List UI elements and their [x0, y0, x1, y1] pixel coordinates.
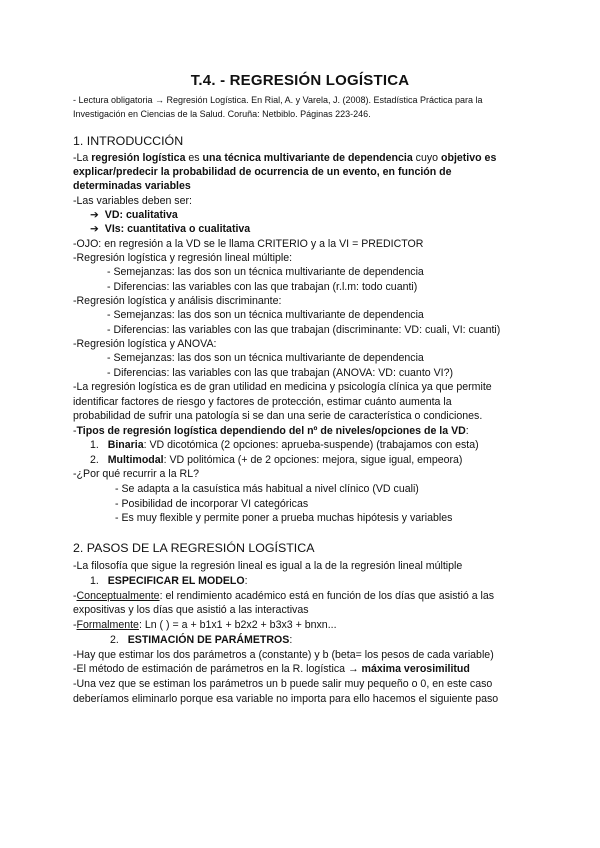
estimation-line-1: -Hay que estimar los dos parámetros a (constante) y b (beta= los pesos de cada variable)	[73, 649, 494, 661]
definition-line-2: explicar/predecir la probabilidad de ocurrencia de un evento, en función de	[73, 166, 452, 178]
ad-diferencias: - Diferencias: las variables con las que trabajan (discriminante: VD: cuali, VI: cuanti)	[107, 324, 501, 336]
section-2-heading: 2. PASOS DE LA REGRESIÓN LOGÍSTICA	[73, 541, 315, 555]
ad-title: -Regresión logística y análisis discriminante:	[73, 295, 282, 307]
reading-reference: - Lectura obligatoria → Regresión Logística. En Rial, A. y Varela, J. (2008). Estadística Práctica para la Investigación en Ciencias de la Salud. Coruña: Netbiblo. Páginas 223-246.	[73, 95, 483, 119]
ojo-note: -OJO: en regresión a la VD se le llama CRITERIO y a la VI = PREDICTOR	[73, 238, 424, 250]
anova-diferencias: - Diferencias: las variables con las que trabajan (ANOVA: VD: cuanto VI?)	[107, 367, 454, 379]
arrow-icon: ➔	[90, 223, 99, 235]
estimation-line-2: -El método de estimación de parámetros en la R. logística → máxima verosimilitud	[73, 663, 470, 675]
conceptual-line-1: -Conceptualmente: el rendimiento académico está en función de los días que asistió a las	[73, 590, 495, 602]
why-reason-3: - Es muy flexible y permite poner a prueba muchas hipótesis y variables	[115, 512, 453, 524]
why-reason-1: - Se adapta a la casuística más habitual a nivel clínico (VD cuali)	[115, 483, 419, 495]
section-1-heading: 1. INTRODUCCIÓN	[73, 134, 184, 148]
utility-line-2: identificar factores de riesgo y factores de protección, estimar cuánto aumenta la	[73, 396, 452, 408]
rlm-semejanzas: - Semejanzas: las dos son un técnica multivariante de dependencia	[107, 266, 424, 278]
estimation-line-4: deberíamos eliminarlo porque esa variable no importa para ello hacemos el siguiente paso	[73, 693, 499, 705]
definition-line-1: -La regresión logística es una técnica multivariante de dependencia cuyo objetivo es	[73, 152, 497, 164]
formal-line: -Formalmente: Ln ( ) = a + b1x1 + b2x2 + b3x3 + bnxn...	[73, 619, 337, 631]
step-1-heading: 1. ESPECIFICAR EL MODELO:	[90, 575, 248, 587]
rlm-title: -Regresión logística y regresión lineal múltiple:	[73, 252, 293, 264]
anova-semejanzas: - Semejanzas: las dos son un técnica multivariante de dependencia	[107, 352, 424, 364]
definition-line-3: determinadas variables	[73, 180, 191, 192]
rlm-diferencias: - Diferencias: las variables con las que trabajan (r.l.m: todo cuanti)	[107, 281, 418, 293]
bullet-vd: ➔ VD: cualitativa	[90, 209, 178, 221]
type-binaria: 1. Binaria: VD dicotómica (2 opciones: aprueba-suspende) (trabajamos con esta)	[90, 439, 479, 451]
why-reason-2: - Posibilidad de incorporar VI categóricas	[115, 498, 309, 510]
conceptual-line-2: expositivas y los días que asistió a las interactivas	[73, 604, 309, 616]
utility-line-1: -La regresión logística es de gran utilidad en medicina y psicología clínica ya que permite	[73, 381, 492, 393]
page-title: T.4. - REGRESIÓN LOGÍSTICA	[190, 72, 410, 89]
variables-intro: -Las variables deben ser:	[73, 195, 192, 207]
utility-line-3: probabilidad de sufrir una patología si se dan una serie de característica o condiciones.	[73, 410, 483, 422]
types-heading: -Tipos de regresión logística dependiendo del nº de niveles/opciones de la VD:	[73, 425, 469, 437]
ad-semejanzas: - Semejanzas: las dos son un técnica multivariante de dependencia	[107, 309, 424, 321]
philosophy-line: -La filosofía que sigue la regresión lineal es igual a la de la regresión lineal múltiple	[73, 560, 463, 572]
step-2-heading: 2. ESTIMACIÓN DE PARÁMETROS:	[110, 634, 293, 646]
arrow-icon: ➔	[90, 209, 99, 221]
type-multimodal: 2. Multimodal: VD politómica (+ de 2 opciones: mejora, sigue igual, empeora)	[90, 454, 463, 466]
bullet-vis: ➔ VIs: cuantitativa o cualitativa	[90, 223, 251, 235]
anova-title: -Regresión logística y ANOVA:	[73, 338, 217, 350]
why-question: -¿Por qué recurrir a la RL?	[73, 468, 199, 480]
estimation-line-3: -Una vez que se estiman los parámetros un b puede salir muy pequeño o 0, en este caso	[73, 678, 493, 690]
